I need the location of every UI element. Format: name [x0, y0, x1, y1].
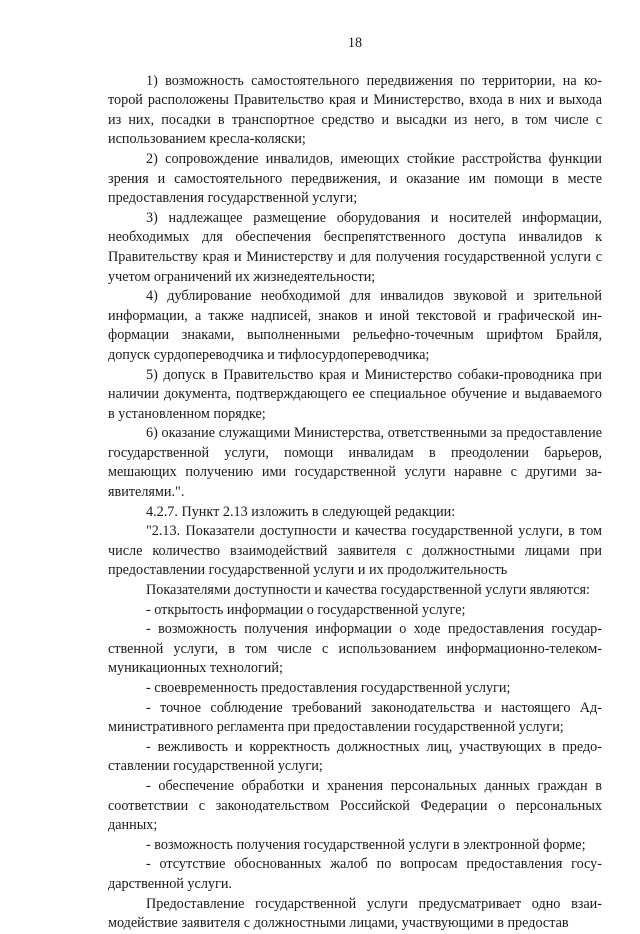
- paragraph-item-4: 4) дублирование необходимой для инвалидов звуковой и зрительной информации, а также надписей, знаков и иной текстовой и графической информации знаками, выполненными рельефно-точечным шрифтом Брайля, допуск сурдопереводчика и тифлосурдопереводчика;: [108, 288, 602, 363]
- page-number: 18: [347, 35, 363, 51]
- list-item-no-complaints: - отсутствие обоснованных жалоб по вопросам предоставления государственной услуги.: [108, 856, 602, 892]
- paragraph-item-3: 3) надлежащее размещение оборудования и носителей информации, необходимых для обеспечения беспрепятственного доступа инвалидов к Правительству края и Министерству и для получения государственной услуги с учетом ограничений их жизнедеятельности;: [108, 209, 602, 285]
- list-item-progress-info: - возможность получения информации о ходе предоставления государственной услуги, в том числе с использованием информационно-телекоммуникационных технологий;: [108, 621, 602, 677]
- list-item-politeness: - вежливость и корректность должностных лиц, участвующих в предоставлении государственной услуги;: [108, 738, 602, 775]
- list-item-electronic-form: - возможность получения государственной услуги в электронной форме;: [146, 836, 586, 853]
- paragraph-interaction: Предоставление государственной услуги предусматривает одно взаимодействие заявителя с должностными лицами, участвующими в предостав: [108, 895, 602, 932]
- list-item-timeliness: - своевременность предоставления государственной услуги;: [146, 680, 511, 696]
- paragraph-indicators-intro: Показателями доступности и качества государственной услуги являются:: [146, 582, 590, 599]
- list-item-personal-data: - обеспечение обработки и хранения персональных данных граждан в соответствии с законодательством Российской Федерации о персональных данных;: [108, 777, 602, 834]
- paragraph-amendment-4-2-7: 4.2.7. Пункт 2.13 изложить в следующей редакции:: [146, 503, 456, 520]
- list-item-compliance: - точное соблюдение требований законодательства и настоящего Административного регламента при предоставлении государственной услуги;: [108, 699, 602, 736]
- list-item-openness: - открытость информации о государственной услуге;: [146, 601, 466, 618]
- paragraph-item-1: 1) возможность самостоятельного передвижения по территории, на которой расположены Правительство края и Министерство, входа в них и выхода из них, посадки в транспортное средство и высадки из него, в том числе с использованием кресла-коляски;: [108, 72, 602, 148]
- paragraph-item-5: 5) допуск в Правительство края и Министерство собаки-проводника при наличии документа, подтверждающего ее специальное обучение и выдаваемого в установленном порядке;: [108, 366, 602, 422]
- paragraph-item-2: 2) сопровождение инвалидов, имеющих стойкие расстройства функции зрения и самостоятельного передвижения, и оказание им помощи в месте предоставления государственной услуги;: [108, 150, 602, 207]
- paragraph-item-6: 6) оказание служащими Министерства, ответственными за предоставление государственной услуги, помощи инвалидам в преодолении барьеров, мешающих получению ими государственной услуги наравне с другими заявителями.".: [108, 425, 602, 501]
- paragraph-section-2-13-title: "2.13. Показатели доступности и качества государственной услуги, в том числе количество взаимодействий заявителя с должностными лицами при предоставлении государственной услуги и их продолжительность: [108, 523, 602, 579]
- document-body: [108, 72, 602, 934]
